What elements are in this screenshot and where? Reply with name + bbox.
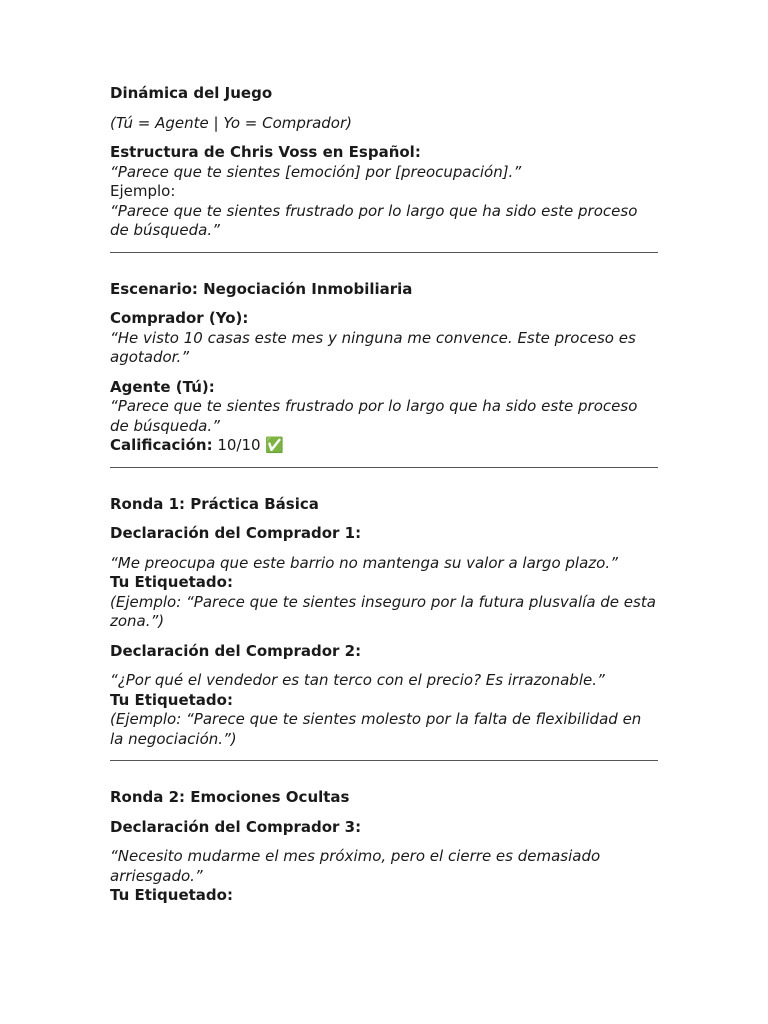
label-example-1: (Ejemplo: “Parece que te sientes inseguro por la futura plusvalía de esta zona.”)	[110, 592, 656, 630]
label-example-2: (Ejemplo: “Parece que te sientes molesto por la falta de flexibilidad en la negociación.”)	[110, 710, 642, 748]
section-divider	[110, 467, 658, 468]
rating-value: 10/10 ✅	[217, 436, 285, 454]
scenario-title: Escenario: Negociación Inmobiliaria	[110, 279, 413, 298]
structure-heading: Estructura de Chris Voss en Español:	[110, 143, 421, 161]
buyer-label: Comprador (Yo):	[110, 309, 249, 327]
rating-label: Calificación:	[110, 436, 213, 454]
example-label: Ejemplo:	[110, 182, 176, 200]
buyer-statement-3-label: Declaración del Comprador 3:	[110, 817, 362, 836]
buyer-statement-1-label: Declaración del Comprador 1:	[110, 524, 362, 542]
round2-title: Ronda 2: Emociones Ocultas	[110, 788, 350, 806]
round1-title: Ronda 1: Práctica Básica	[110, 494, 319, 513]
roles-note: (Tú = Agente | Yo = Comprador)	[110, 113, 352, 132]
your-label-2: Tu Etiquetado:	[110, 690, 233, 709]
structure-formula: “Parece que te sientes [emoción] por [preocupación].”	[110, 162, 522, 181]
buyer-statement: “He visto 10 casas este mes y ninguna me convence. Este proceso es agotador.”	[110, 328, 636, 366]
example-text: “Parece que te sientes frustrado por lo largo que ha sido este proceso de búsqueda.”	[110, 201, 638, 239]
section-divider	[110, 252, 658, 253]
buyer-statement-3-text: “Necesito mudarme el mes próximo, pero el cierre es demasiado arriesgado.”	[110, 847, 601, 885]
your-label-1: Tu Etiquetado:	[110, 573, 233, 591]
agent-label: Agente (Tú):	[110, 377, 215, 396]
rating-line	[110, 436, 658, 456]
section-divider	[110, 760, 658, 761]
game-dynamics-title: Dinámica del Juego	[110, 84, 273, 102]
your-label-3: Tu Etiquetado:	[110, 886, 233, 904]
agent-statement: “Parece que te sientes frustrado por lo largo que ha sido este proceso de búsqueda.”	[110, 397, 638, 435]
buyer-statement-1-text: “Me preocupa que este barrio no mantenga su valor a largo plazo.”	[110, 553, 618, 572]
buyer-statement-2-text: “¿Por qué el vendedor es tan terco con el precio? Es irrazonable.”	[110, 671, 605, 689]
buyer-statement-2-label: Declaración del Comprador 2:	[110, 641, 362, 660]
document-content	[110, 84, 658, 906]
